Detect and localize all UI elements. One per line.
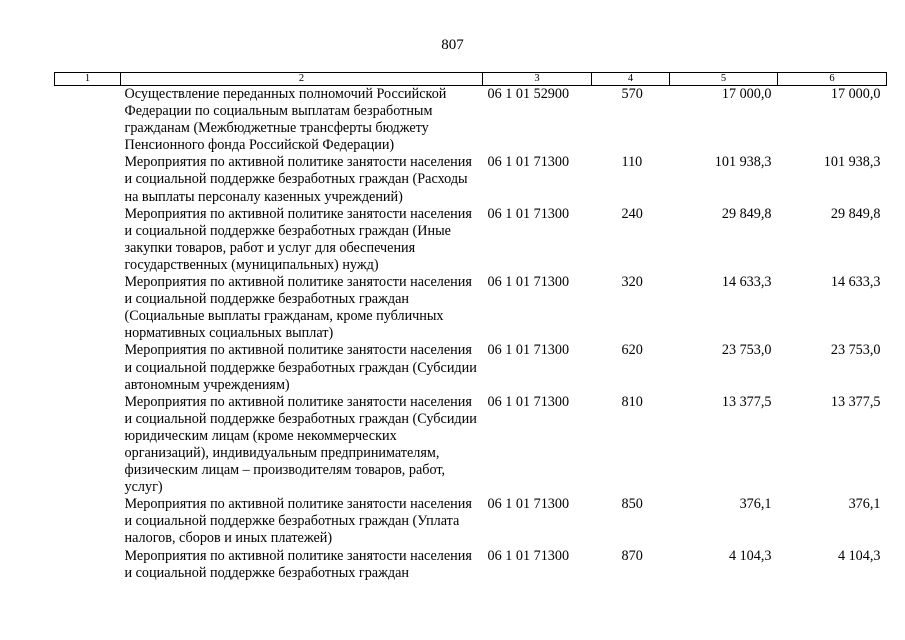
expense-type-code: 620 — [621, 342, 643, 359]
expense-type-code: 810 — [621, 393, 643, 410]
amount-col-6: 14 633,3 — [830, 274, 881, 291]
amount-col-6: 23 753,0 — [830, 342, 881, 359]
expense-name: Мероприятия по активной политике занятости населения и социальной поддержке безработных граждан (Субсидии юридическим лицам (кроме некоммерческих организаций), индивидуальным предпринимателям, физическим лицам – производителям товаров, работ, услуг) — [124, 393, 477, 496]
amount-col-5: 17 000,0 — [721, 86, 772, 102]
table-row — [55, 496, 887, 547]
table-row — [55, 342, 887, 393]
table-row — [55, 274, 887, 342]
expense-type-code: 110 — [621, 154, 643, 171]
amount-col-5: 29 849,8 — [721, 205, 772, 222]
header-col-2: 2 — [121, 73, 483, 86]
header-col-4: 4 — [592, 73, 670, 86]
amount-col-5: 13 377,5 — [721, 393, 772, 410]
amount-col-6: 376,1 — [848, 496, 881, 513]
header-col-1: 1 — [55, 73, 121, 86]
target-code: 06 1 01 71300 — [487, 154, 570, 171]
amount-col-5: 14 633,3 — [721, 274, 772, 291]
target-code: 06 1 01 71300 — [487, 342, 570, 359]
amount-col-5: 376,1 — [739, 496, 772, 513]
amount-col-6: 13 377,5 — [830, 393, 881, 410]
expense-name: Осуществление переданных полномочий Российской Федерации по социальным выплатам безработным гражданам (Межбюджетные трансферты бюджету Пенсионного фонда Российской Федерации) — [124, 86, 447, 154]
table-row — [55, 394, 887, 497]
amount-col-6: 4 104,3 — [837, 547, 881, 564]
amount-col-6: 101 938,3 — [823, 154, 881, 171]
header-row — [55, 73, 887, 86]
expense-type-code: 570 — [621, 86, 643, 102]
amount-col-5: 4 104,3 — [728, 547, 772, 564]
expense-type-code: 870 — [621, 547, 643, 564]
budget-table — [54, 72, 887, 582]
table-row — [55, 206, 887, 274]
expense-name: Мероприятия по активной политике занятости населения и социальной поддержке безработных граждан (Иные закупки товаров, работ и услуг для обеспечения государственных (муниципальных) нужд) — [124, 205, 472, 273]
expense-name: Мероприятия по активной политике занятости населения и социальной поддержке безработных граждан (Социальные выплаты гражданам, кроме публичных нормативных социальных выплат) — [124, 274, 472, 342]
header-col-5: 5 — [670, 73, 778, 86]
header-col-3: 3 — [483, 73, 592, 86]
page-number: 807 — [441, 37, 464, 53]
expense-type-code: 320 — [621, 274, 643, 291]
header-col-6: 6 — [778, 73, 887, 86]
amount-col-5: 101 938,3 — [714, 154, 772, 171]
amount-col-6: 17 000,0 — [830, 86, 881, 102]
target-code: 06 1 01 71300 — [487, 547, 570, 564]
amount-col-6: 29 849,8 — [830, 205, 881, 222]
target-code: 06 1 01 71300 — [487, 205, 570, 222]
target-code: 06 1 01 71300 — [487, 274, 570, 291]
target-code: 06 1 01 71300 — [487, 393, 570, 410]
target-code: 06 1 01 52900 — [487, 86, 570, 102]
target-code: 06 1 01 71300 — [487, 496, 570, 513]
expense-type-code: 850 — [621, 496, 643, 513]
expense-type-code: 240 — [621, 205, 643, 222]
table-row — [55, 86, 887, 155]
expense-name: Мероприятия по активной политике занятости населения и социальной поддержке безработных граждан (Субсидии автономным учреждениям) — [124, 342, 477, 393]
expense-name: Мероприятия по активной политике занятости населения и социальной поддержке безработных граждан — [124, 547, 472, 581]
expense-name: Мероприятия по активной политике занятости населения и социальной поддержке безработных граждан (Расходы на выплаты персоналу казенных учреждений) — [124, 154, 472, 205]
table-row — [55, 548, 887, 582]
amount-col-5: 23 753,0 — [721, 342, 772, 359]
table-row — [55, 154, 887, 205]
expense-name: Мероприятия по активной политике занятости населения и социальной поддержке безработных граждан (Уплата налогов, сборов и иных платежей) — [124, 496, 472, 547]
